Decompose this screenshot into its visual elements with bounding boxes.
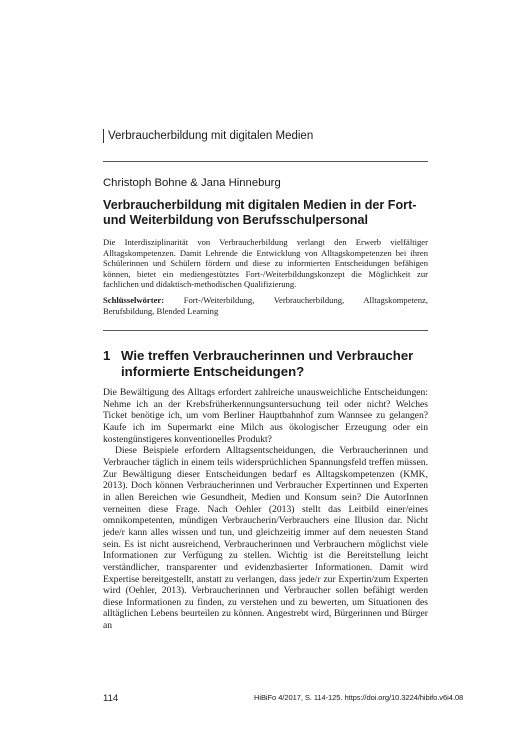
body-paragraph-1: Die Bewältigung des Alltags erfordert zahlreiche unausweichliche Entscheidungen: Nehme ich an der Krebsfrüherkennungsuntersuchung teil oder nicht? Welches Ticket benötige ich, um vom Berliner Hauptbahnhof zum Wannsee zu gelangen? Kaufe ich im Supermarkt eine Milch aus ökologischer Erzeugung oder ein kostengünstigeres konventionelles Produkt? [103,387,428,445]
article-abstract: Die Interdisziplinarität von Verbraucherbildung verlangt den Erwerb vielfältiger Alltagskompetenzen. Damit Lehrende die Entwicklung von Alltagskompetenzen bei ihren Schülerinnen und Schülern fördern und diese zu informierten Entscheidungen befähigen können, bietet ein mediengestütztes Fort-/Weiterbildungskonzept die Möglichkeit zur fachlichen und didaktisch-methodischen Qualifizierung. [103,237,428,289]
section-number: 1 [103,348,111,363]
journal-citation: HiBiFo 4/2017, S. 114-125. https://doi.org/10.3224/hibifo.v6i4.08 [254,693,464,702]
abstract-divider [103,330,428,331]
article-keywords [103,295,428,316]
article-title: Verbraucherbildung mit digitalen Medien in der Fort- und Weiterbildung von Berufsschulpersonal [103,198,417,227]
body-paragraph-2: Diese Beispiele erfordern Alltagsentscheidungen, die Verbraucherinnen und Verbraucher täglich in einem teils widersprüchlichen Spannungsfeld treffen müssen. Zur Bewältigung dieser Entscheidungen bedarf es Alltagskompetenzen (KMK, 2013). Doch können Verbraucherinnen und Verbraucher Expertinnen und Experten in allen Bereichen wie Gesundheit, Medien und Konsum sein? Die AutorInnen verneinen diese Frage. Nach Oehler (2013) stellt das Leitbild einer/eines omnikompetenten, mündigen Verbraucherin/Verbrauchers eine Illusion dar. Nicht jede/r kann alles wissen und tun, und gleichzeitig immer auf dem neuesten Stand sein. Es ist nicht ausreichend, Verbraucherinnen und Verbrauchern möglichst viele Informationen zur Verfügung zu stellen. Wichtig ist die Bereitstellung leicht verständlicher, transparenter und evidenzbasierter Informationen. Damit wird Expertise bereitgestellt, anstatt zu verlangen, dass jede/r zur Expertin/zum Experten wird (Oehler, 2013). Verbraucherinnen und Verbraucher sollen befähigt werden diese Informationen zu finden, zu verstehen und zu bewerten, um Situationen des alltäglichen Lebens beurteilen zu können. Angestrebt wird, Bürgerinnen und Bürger an [103,445,428,632]
keywords-label: Schlüsselwörter: [103,295,165,305]
article-authors: Christoph Bohne & Jana Hinneburg [103,177,281,189]
top-divider [103,161,428,162]
section-heading [103,348,433,380]
keywords-list: Fort-/Weiterbildung, Verbraucherbildung, Alltagskompetenz, Berufsbildung, Blended Learning [103,295,428,316]
body-text [103,387,428,632]
running-header: Verbraucherbildung mit digitalen Medien [103,129,313,143]
section-title: Wie treffen Verbraucherinnen und Verbraucher informierte Entscheidungen? [121,348,414,379]
page-number: 114 [103,693,119,704]
